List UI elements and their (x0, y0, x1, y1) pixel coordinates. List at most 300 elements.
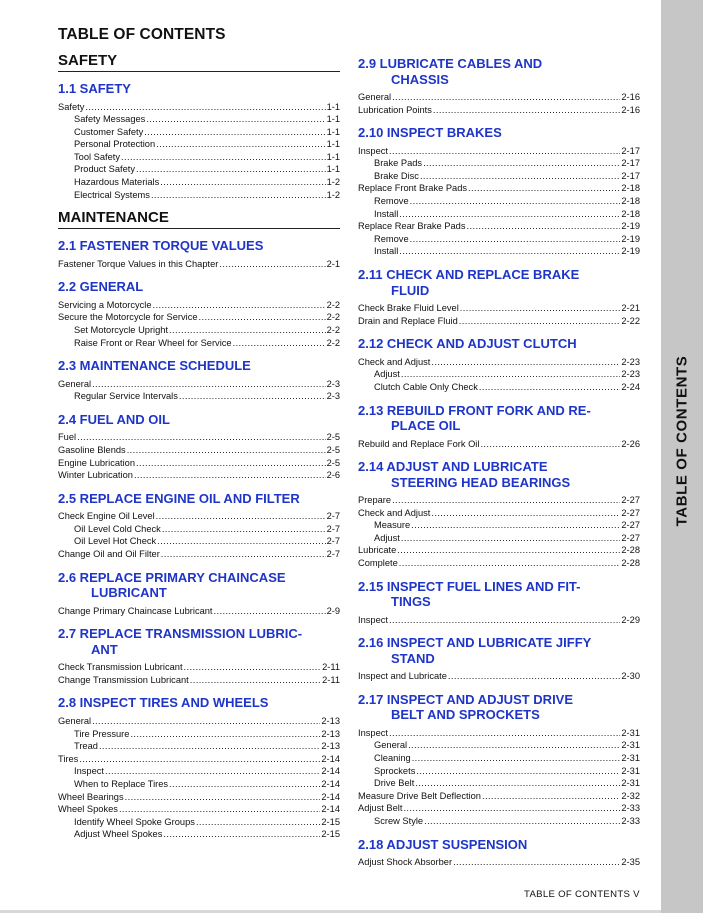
toc-entry-title: Check Brake Fluid Level (358, 303, 459, 314)
toc-entry-title: General (358, 92, 392, 102)
dot-leader (161, 548, 326, 561)
toc-entry-title: Adjust Shock Absorber (358, 857, 453, 868)
toc-entry-page: 2-33 (621, 803, 640, 814)
toc-entry-title: Tool Safety (74, 151, 120, 162)
section-heading[interactable] (58, 695, 340, 711)
toc-entry[interactable] (358, 727, 640, 740)
dot-leader (99, 740, 320, 753)
dot-leader (162, 523, 326, 536)
section-heading-line: 2.5 REPLACE ENGINE OIL AND FILTER (58, 490, 300, 506)
toc-entry[interactable] (358, 802, 640, 815)
toc-entry[interactable] (358, 739, 640, 752)
dot-leader (389, 614, 620, 627)
toc-entry-title: Install (374, 246, 399, 257)
section-heading-line: STAND (391, 650, 435, 666)
toc-entry[interactable] (58, 151, 340, 164)
toc-entry[interactable] (358, 145, 640, 158)
section-heading-line: 2.7 REPLACE TRANSMISSION LUBRIC- (58, 626, 303, 642)
section-heading[interactable] (58, 412, 340, 428)
toc-entry-page: 2-17 (621, 158, 640, 169)
section-heading-line: BELT AND SPROCKETS (391, 707, 540, 723)
section-heading-line: 2.4 FUEL AND OIL (58, 411, 170, 427)
toc-entry[interactable] (58, 337, 340, 350)
toc-entry-title: Fastener Torque Values in this Chapter (58, 258, 219, 269)
part-heading: SAFETY (58, 52, 340, 72)
toc-entry-title: General (58, 378, 92, 389)
toc-entry[interactable] (58, 189, 340, 202)
toc-entry[interactable] (358, 670, 640, 683)
dot-leader (153, 299, 326, 312)
toc-entry-title: Check Engine Oil Level (58, 511, 155, 522)
dot-leader (412, 752, 621, 765)
toc-entry-page: 2-13 (321, 728, 340, 739)
section-heading[interactable] (58, 570, 340, 601)
dot-leader (199, 311, 326, 324)
toc-entry-page: 1-2 (326, 177, 340, 188)
dot-leader (169, 324, 326, 337)
dot-leader (190, 674, 321, 687)
dot-leader (169, 778, 320, 791)
dot-leader (399, 557, 621, 570)
toc-entry[interactable] (58, 674, 340, 687)
toc-entry-page: 2-19 (621, 221, 640, 232)
toc-entry-title: Replace Front Brake Pads (358, 183, 468, 194)
toc-entry-title: Safety (58, 101, 85, 112)
dot-leader (399, 208, 620, 221)
section-heading[interactable] (58, 491, 340, 507)
toc-entry-page: 2-28 (621, 558, 640, 569)
toc-entry[interactable] (358, 557, 640, 570)
toc-entry[interactable] (358, 315, 640, 328)
dot-leader (85, 101, 325, 114)
toc-entry-page: 2-32 (621, 790, 640, 801)
dot-leader (196, 816, 320, 829)
toc-entry-title: Adjust (374, 369, 400, 380)
dot-leader (119, 803, 320, 816)
dot-leader (130, 728, 320, 741)
section-heading-line: 2.12 CHECK AND ADJUST CLUTCH (358, 336, 577, 352)
section-heading-line: 2.17 INSPECT AND ADJUST DRIVE (358, 691, 574, 707)
toc-entry-page: 2-2 (326, 325, 340, 336)
toc-entry[interactable] (358, 104, 640, 117)
toc-entry[interactable] (58, 605, 340, 618)
toc-entry-page: 2-14 (321, 778, 340, 789)
toc-entry-page: 2-11 (322, 662, 340, 673)
toc-entry-page: 2-31 (621, 740, 640, 751)
toc-entry-page: 2-30 (621, 671, 640, 682)
dot-leader (92, 378, 325, 391)
toc-entry[interactable] (358, 182, 640, 195)
toc-entry[interactable] (58, 311, 340, 324)
toc-entry[interactable] (58, 715, 340, 728)
toc-entry[interactable] (358, 752, 640, 765)
section-heading-line: 2.18 ADJUST SUSPENSION (358, 836, 528, 852)
dot-leader (453, 856, 620, 869)
dot-leader (92, 715, 320, 728)
section-heading[interactable] (358, 125, 640, 141)
dot-leader (401, 368, 621, 381)
toc-entry[interactable] (58, 523, 340, 536)
toc-entry-page: 2-7 (326, 523, 340, 534)
section-heading-line: 2.16 INSPECT AND LUBRICATE JIFFY (358, 635, 592, 651)
dot-leader (415, 777, 620, 790)
toc-entry-title: Adjust Wheel Spokes (74, 829, 163, 840)
section-heading-line: CHASSIS (391, 71, 449, 87)
toc-entry[interactable] (358, 532, 640, 545)
toc-entry[interactable] (58, 101, 340, 114)
toc-entry-page: 2-14 (321, 766, 340, 777)
toc-entry-title: Servicing a Motorcycle (58, 299, 152, 310)
toc-entry-title: Inspect (358, 614, 388, 625)
dot-leader (144, 126, 325, 139)
toc-entry-title: Wheel Spokes (58, 804, 118, 815)
dot-leader (121, 151, 326, 164)
toc-entry[interactable] (58, 113, 340, 126)
toc-entry[interactable] (58, 661, 340, 674)
toc-left-column (58, 52, 340, 841)
toc-entry-page: 2-24 (621, 381, 640, 392)
toc-entry-page: 1-2 (326, 189, 340, 200)
toc-entry-page: 2-5 (326, 432, 340, 443)
toc-entry[interactable] (358, 856, 640, 869)
section-heading[interactable] (358, 336, 640, 352)
toc-entry-title: Change Primary Chaincase Lubricant (58, 605, 213, 616)
section-heading[interactable] (358, 579, 640, 610)
toc-entry-title: Inspect (358, 727, 388, 738)
toc-entry-page: 2-9 (326, 605, 340, 616)
toc-entry[interactable] (358, 170, 640, 183)
toc-entry[interactable] (58, 457, 340, 470)
toc-entry-page: 2-15 (321, 816, 340, 827)
section-heading-line: PLACE OIL (391, 418, 461, 433)
toc-entry[interactable] (58, 778, 340, 791)
dot-leader (459, 315, 621, 328)
toc-entry-title: Install (374, 208, 399, 219)
toc-entry-title: Identify Wheel Spoke Groups (74, 816, 195, 827)
toc-entry[interactable] (358, 544, 640, 557)
toc-entry[interactable] (358, 368, 640, 381)
toc-entry[interactable] (58, 138, 340, 151)
toc-entry[interactable] (358, 208, 640, 221)
toc-entry-page: 2-7 (326, 549, 340, 560)
dot-leader (79, 753, 320, 766)
toc-entry-page: 2-2 (326, 337, 340, 348)
section-heading-line: 2.11 CHECK AND REPLACE BRAKE (358, 267, 580, 283)
toc-entry-title: Safety Messages (74, 114, 146, 125)
toc-entry-page: 2-1 (326, 258, 340, 269)
dot-leader (389, 145, 620, 158)
toc-entry-page: 2-17 (621, 170, 640, 181)
dot-leader (77, 431, 325, 444)
dot-leader (397, 544, 620, 557)
dot-leader (448, 670, 620, 683)
toc-entry[interactable] (358, 438, 640, 451)
toc-entry-page: 2-27 (621, 520, 640, 531)
dot-leader (233, 337, 326, 350)
dot-leader (151, 189, 326, 202)
section-heading-line: 2.1 FASTENER TORQUE VALUES (58, 238, 264, 254)
section-heading[interactable] (358, 459, 640, 490)
toc-entry-title: Check and Adjust (358, 507, 431, 518)
toc-entry-page: 2-14 (321, 753, 340, 764)
page-title: TABLE OF CONTENTS (58, 26, 226, 43)
toc-entry[interactable] (358, 519, 640, 532)
toc-entry[interactable] (358, 494, 640, 507)
toc-entry-page: 2-19 (621, 246, 640, 257)
dot-leader (136, 163, 326, 176)
toc-entry-page: 2-33 (621, 816, 640, 826)
toc-entry-title: Drain and Replace Fluid (358, 315, 458, 326)
dot-leader (157, 535, 325, 548)
dot-leader (460, 302, 621, 315)
section-heading-line: 2.3 MAINTENANCE SCHEDULE (58, 358, 251, 374)
toc-entry-page: 2-7 (326, 511, 340, 522)
toc-entry-title: Change Transmission Lubricant (58, 674, 189, 685)
toc-entry[interactable] (58, 176, 340, 189)
toc-entry[interactable] (358, 381, 640, 394)
toc-entry[interactable] (58, 816, 340, 829)
toc-entry[interactable] (58, 510, 340, 523)
toc-entry[interactable] (58, 791, 340, 804)
toc-entry[interactable] (58, 740, 340, 753)
toc-entry[interactable] (58, 803, 340, 816)
dot-leader (163, 828, 320, 841)
toc-right-column (358, 52, 640, 869)
toc-entry-title: Gasoline Blends (58, 445, 126, 455)
toc-entry-page: 2-22 (621, 315, 640, 326)
section-heading[interactable] (58, 238, 340, 254)
part-heading: MAINTENANCE (58, 209, 340, 229)
toc-entry-title: When to Replace Tires (74, 778, 169, 789)
toc-entry-title: Brake Pads (374, 158, 423, 169)
toc-entry-title: Clutch Cable Only Check (374, 381, 478, 392)
toc-entry-title: Lubrication Points (358, 104, 432, 115)
toc-entry-title: Regular Service Intervals (74, 391, 178, 402)
dot-leader (127, 444, 326, 457)
dot-leader (136, 457, 326, 470)
toc-entry-title: Raise Front or Rear Wheel for Service (74, 337, 232, 348)
toc-entry-title: General (58, 715, 92, 726)
section-heading[interactable] (58, 81, 340, 97)
toc-entry[interactable] (58, 548, 340, 561)
toc-entry[interactable] (58, 258, 340, 271)
dot-leader (416, 765, 620, 778)
dot-leader (403, 802, 620, 815)
toc-entry[interactable] (358, 777, 640, 790)
toc-entry-page: 1-1 (326, 164, 340, 175)
toc-entry-title: Remove (374, 196, 409, 207)
toc-entry-title: Hazardous Materials (74, 177, 160, 188)
toc-entry-page: 2-2 (326, 299, 340, 310)
toc-entry-page: 2-6 (326, 470, 340, 481)
toc-entry-title: Tread (74, 741, 98, 752)
toc-entry[interactable] (358, 815, 640, 828)
toc-entry-page: 2-2 (326, 312, 340, 323)
toc-entry-title: Check Transmission Lubricant (58, 662, 183, 673)
toc-entry-page: 2-13 (321, 715, 340, 726)
toc-entry[interactable] (58, 390, 340, 403)
toc-entry-title: Adjust Belt (358, 803, 403, 814)
toc-entry-page: 2-14 (321, 791, 340, 802)
section-heading[interactable] (358, 635, 640, 666)
toc-entry-page: 2-3 (326, 391, 340, 402)
dot-leader (392, 91, 620, 104)
section-heading[interactable] (58, 358, 340, 374)
toc-entry-page: 1-1 (326, 101, 340, 112)
toc-entry-page: 2-31 (621, 727, 640, 738)
toc-entry-page: 2-31 (621, 778, 640, 789)
dot-leader (479, 381, 621, 394)
toc-entry[interactable] (358, 195, 640, 208)
toc-entry-page: 2-5 (326, 445, 340, 455)
toc-entry[interactable] (58, 163, 340, 176)
toc-entry-title: Electrical Systems (74, 189, 150, 200)
page-footer: TABLE OF CONTENTS V (524, 889, 640, 900)
toc-entry-title: Rebuild and Replace Fork Oil (358, 438, 480, 449)
section-heading[interactable] (358, 692, 640, 723)
toc-entry[interactable] (358, 157, 640, 170)
dot-leader (482, 790, 620, 803)
toc-entry-title: Complete (358, 558, 398, 569)
toc-entry-page: 1-1 (326, 126, 340, 137)
toc-entry-title: Inspect and Lubricate (358, 671, 447, 682)
dot-leader (431, 507, 620, 520)
section-heading-line: FLUID (391, 282, 430, 298)
dot-leader (125, 791, 321, 804)
section-heading-line: 2.15 INSPECT FUEL LINES AND FIT- (358, 578, 581, 594)
toc-entry[interactable] (358, 614, 640, 627)
toc-entry[interactable] (58, 324, 340, 337)
toc-entry-page: 2-14 (321, 804, 340, 815)
dot-leader (184, 661, 322, 674)
toc-entry-page: 2-31 (621, 765, 640, 776)
dot-leader (410, 233, 621, 246)
section-heading-line: 2.9 LUBRICATE CABLES AND (358, 56, 543, 71)
dot-leader (423, 157, 620, 170)
toc-entry[interactable] (58, 299, 340, 312)
toc-entry-page: 2-23 (621, 369, 640, 380)
toc-entry-title: Oil Level Cold Check (74, 523, 161, 534)
toc-entry[interactable] (358, 302, 640, 315)
toc-entry-page: 2-18 (621, 196, 640, 207)
toc-entry[interactable] (358, 356, 640, 369)
toc-entry-title: Tires (58, 753, 79, 764)
toc-entry[interactable] (58, 431, 340, 444)
dot-leader (411, 519, 620, 532)
section-heading-line: 2.10 INSPECT BRAKES (358, 125, 502, 141)
toc-entry[interactable] (358, 220, 640, 233)
toc-entry-page: 2-28 (621, 545, 640, 556)
section-heading[interactable] (358, 837, 640, 853)
section-heading[interactable] (58, 626, 340, 657)
dot-leader (424, 815, 620, 828)
section-heading-line: 2.2 GENERAL (58, 279, 144, 295)
dot-leader (467, 220, 621, 233)
section-heading[interactable] (58, 279, 340, 295)
toc-entry-title: Measure Drive Belt Deflection (358, 790, 481, 801)
dot-leader (433, 104, 620, 117)
toc-entry[interactable] (58, 469, 340, 482)
dot-leader (420, 170, 620, 183)
toc-entry[interactable] (58, 444, 340, 457)
toc-entry[interactable] (358, 245, 640, 258)
toc-entry[interactable] (358, 507, 640, 520)
toc-entry-title: Inspect (74, 766, 104, 777)
toc-entry-page: 1-1 (326, 114, 340, 125)
section-heading[interactable] (358, 267, 640, 298)
dot-leader (408, 739, 620, 752)
side-tab-label: TABLE OF CONTENTS (673, 355, 691, 527)
toc-entry-page: 1-1 (326, 151, 340, 162)
toc-entry[interactable] (58, 753, 340, 766)
toc-entry[interactable] (358, 233, 640, 246)
toc-entry[interactable] (58, 828, 340, 841)
toc-entry-title: Customer Safety (74, 126, 144, 137)
toc-entry-title: Fuel (58, 432, 77, 443)
toc-entry-page: 2-18 (621, 183, 640, 194)
toc-entry-title: Prepare (358, 495, 392, 506)
dot-leader (179, 390, 326, 403)
toc-entry-title: Change Oil and Oil Filter (58, 549, 160, 560)
toc-entry[interactable] (58, 765, 340, 778)
toc-entry-title: Replace Rear Brake Pads (358, 221, 466, 232)
toc-entry-title: Adjust (374, 532, 400, 543)
toc-entry-title: Cleaning (374, 753, 411, 764)
toc-entry-page: 2-29 (621, 614, 640, 625)
toc-entry[interactable] (58, 378, 340, 391)
dot-leader (410, 195, 621, 208)
toc-entry-page: 2-35 (621, 857, 640, 868)
toc-entry[interactable] (58, 728, 340, 741)
toc-entry-title: Measure (374, 520, 411, 531)
toc-entry-title: Tire Pressure (74, 728, 130, 739)
toc-entry[interactable] (58, 535, 340, 548)
toc-entry-page: 2-27 (621, 495, 640, 506)
toc-entry[interactable] (358, 790, 640, 803)
toc-entry-page: 2-5 (326, 457, 340, 468)
toc-entry-page: 2-11 (322, 674, 340, 685)
toc-entry[interactable] (358, 765, 640, 778)
toc-entry-title: Screw Style (374, 816, 424, 826)
toc-entry-title: Check and Adjust (358, 356, 431, 367)
toc-entry-page: 2-13 (321, 741, 340, 752)
dot-leader (156, 138, 325, 151)
toc-entry-title: Lubricate (358, 545, 397, 556)
toc-entry-page: 1-1 (326, 139, 340, 150)
section-heading-line: ANT (91, 641, 118, 657)
dot-leader (389, 727, 620, 740)
toc-entry-page: 2-16 (621, 92, 640, 102)
section-heading[interactable] (358, 403, 640, 434)
dot-leader (392, 494, 620, 507)
toc-entry-page: 2-16 (621, 104, 640, 115)
toc-entry-title: Inspect (358, 145, 388, 156)
toc-entry[interactable] (358, 91, 640, 104)
toc-entry-title: Wheel Bearings (58, 791, 124, 802)
toc-entry-title: Set Motorcycle Upright (74, 325, 169, 336)
dot-leader (160, 176, 325, 189)
toc-entry-page: 2-7 (326, 536, 340, 547)
toc-entry[interactable] (58, 126, 340, 139)
dot-leader (399, 245, 620, 258)
toc-entry-title: Personal Protection (74, 139, 156, 150)
dot-leader (480, 438, 620, 451)
dot-leader (219, 258, 325, 271)
section-heading-line: 2.14 ADJUST AND LUBRICATE (358, 459, 548, 475)
dot-leader (214, 605, 326, 618)
dot-leader (105, 765, 320, 778)
section-heading[interactable] (358, 56, 640, 87)
